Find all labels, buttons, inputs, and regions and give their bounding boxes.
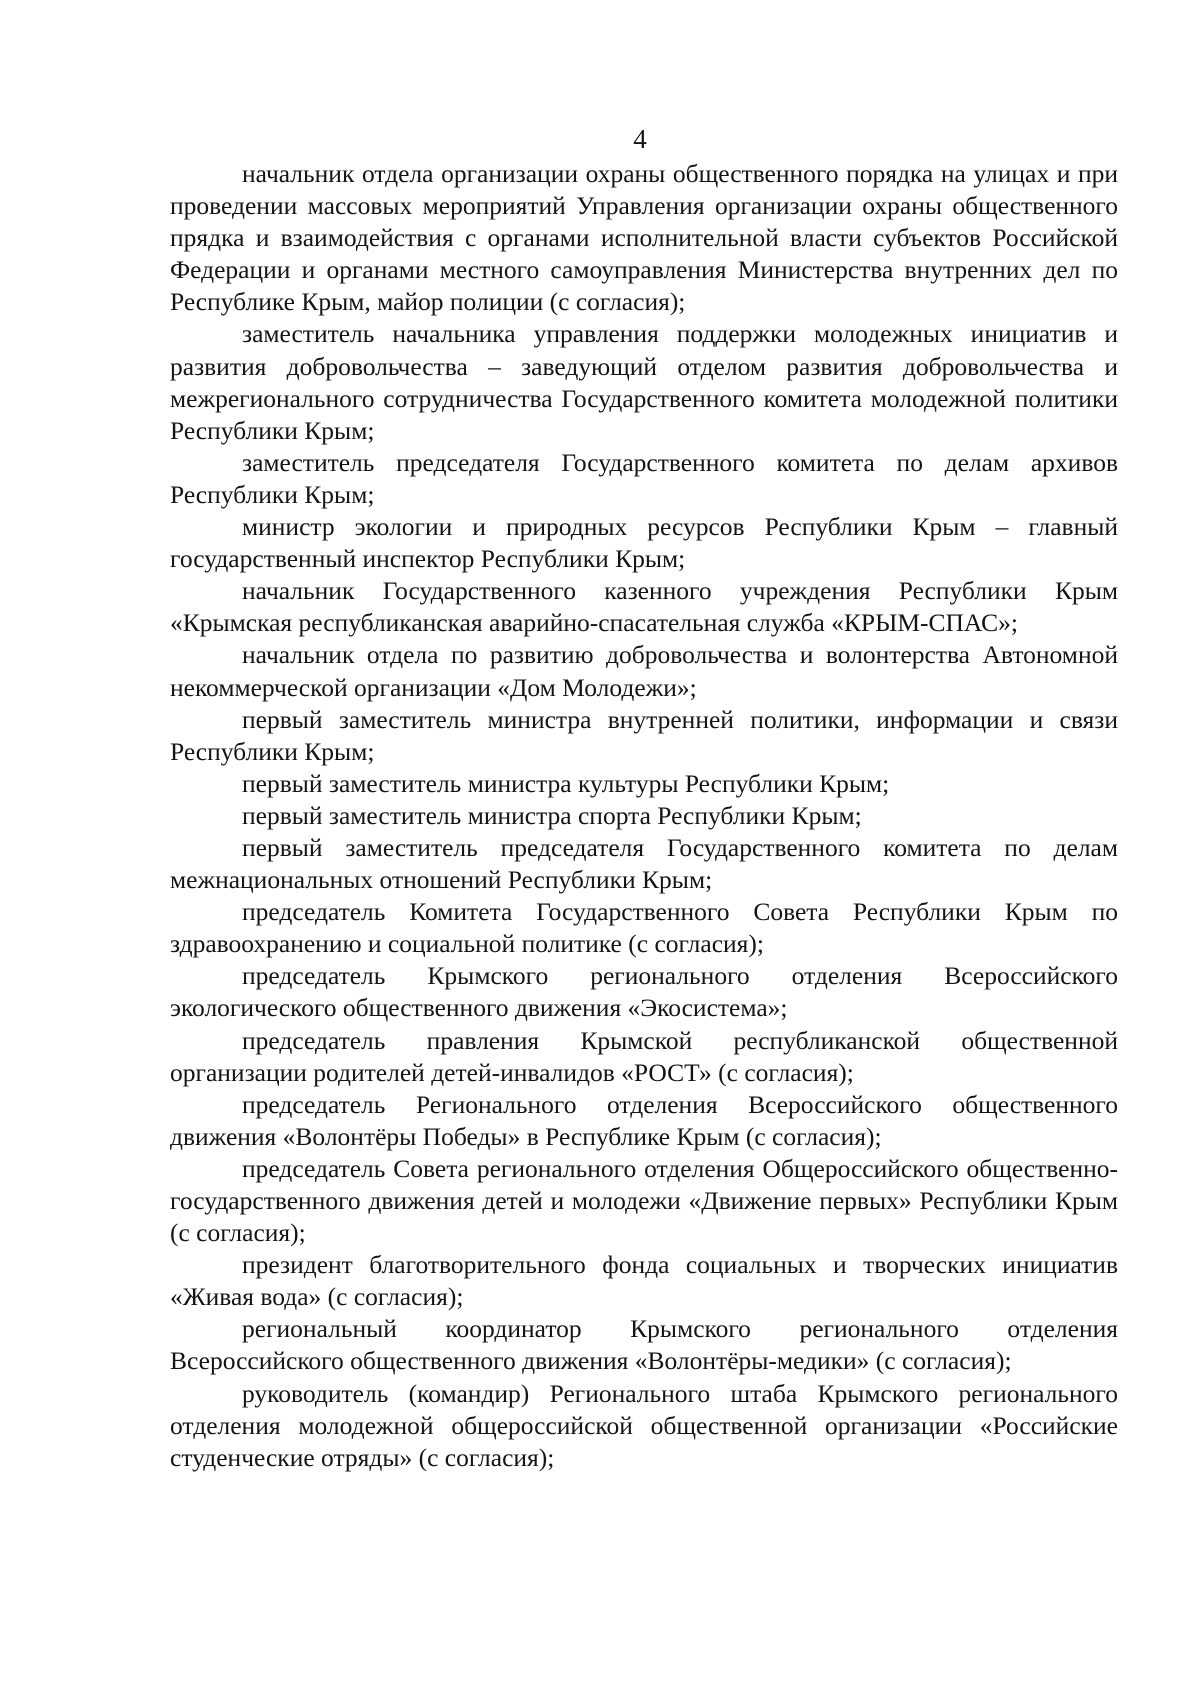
list-item: региональный координатор Крымского регионального отделения Всероссийского общественного движения «Волонтёры-медики» (с согласия); (170, 1314, 1118, 1376)
list-item: начальник Государственного казенного учреждения Республики Крым «Крымская республиканская аварийно-спасательная служба «КРЫМ-СПАС»; (170, 576, 1118, 638)
list-item: начальник отдела организации охраны общественного порядка на улицах и при проведении массовых мероприятий Управления организации охраны общественного прядка и взаимодействия с органами исполнительной власти субъектов Российской Федерации и органами местного самоуправления Министерства внутренних дел по Республике Крым, майор полиции (с согласия); (170, 159, 1118, 317)
list-item: председатель правления Крымской республиканской общественной организации родителей детей-инвалидов «РОСТ» (с согласия); (170, 1025, 1118, 1087)
list-item: руководитель (командир) Регионального штаба Крымского регионального отделения молодежной общероссийской общественной организации «Российские студенческие отряды» (с согласия); (170, 1378, 1118, 1472)
list-item: заместитель начальника управления поддержки молодежных инициатив и развития добровольчества – заведующий отделом развития добровольчества и межрегионального сотрудничества Государственного комитета молодежной политики Республики Крым; (170, 319, 1118, 445)
list-item: председатель Совета регионального отделения Общероссийского общественно-государственного движения детей и молодежи «Движение первых» Республики Крым (с согласия); (170, 1153, 1118, 1248)
page-body (170, 158, 1118, 1474)
list-item: председатель Регионального отделения Всероссийского общественного движения «Волонтёры Победы» в Республике Крым (с согласия); (170, 1089, 1118, 1151)
list-item: начальник отдела по развитию добровольчества и волонтерства Автономной некоммерческой организации «Дом Молодежи»; (170, 640, 1118, 702)
page-number: 4 (633, 124, 647, 154)
list-item: председатель Крымского регионального отделения Всероссийского экологического общественного движения «Экосистема»; (170, 961, 1118, 1023)
list-item: первый заместитель министра внутренней политики, информации и связи Республики Крым; (170, 704, 1118, 766)
list-item: президент благотворительного фонда социальных и творческих инициатив «Живая вода» (с согласия); (170, 1250, 1118, 1312)
list-item: председатель Комитета Государственного Совета Республики Крым по здравоохранению и социальной политике (с согласия); (170, 897, 1118, 959)
list-item: заместитель председателя Государственного комитета по делам архивов Республики Крым; (170, 447, 1118, 509)
list-item: первый заместитель министра культуры Республики Крым; (242, 768, 890, 798)
list-item: первый заместитель председателя Государственного комитета по делам межнациональных отношений Республики Крым; (170, 832, 1118, 895)
list-item: первый заместитель министра спорта Республики Крым; (242, 800, 862, 830)
list-item: министр экологии и природных ресурсов Республики Крым – главный государственный инспектор Республики Крым; (170, 512, 1118, 574)
